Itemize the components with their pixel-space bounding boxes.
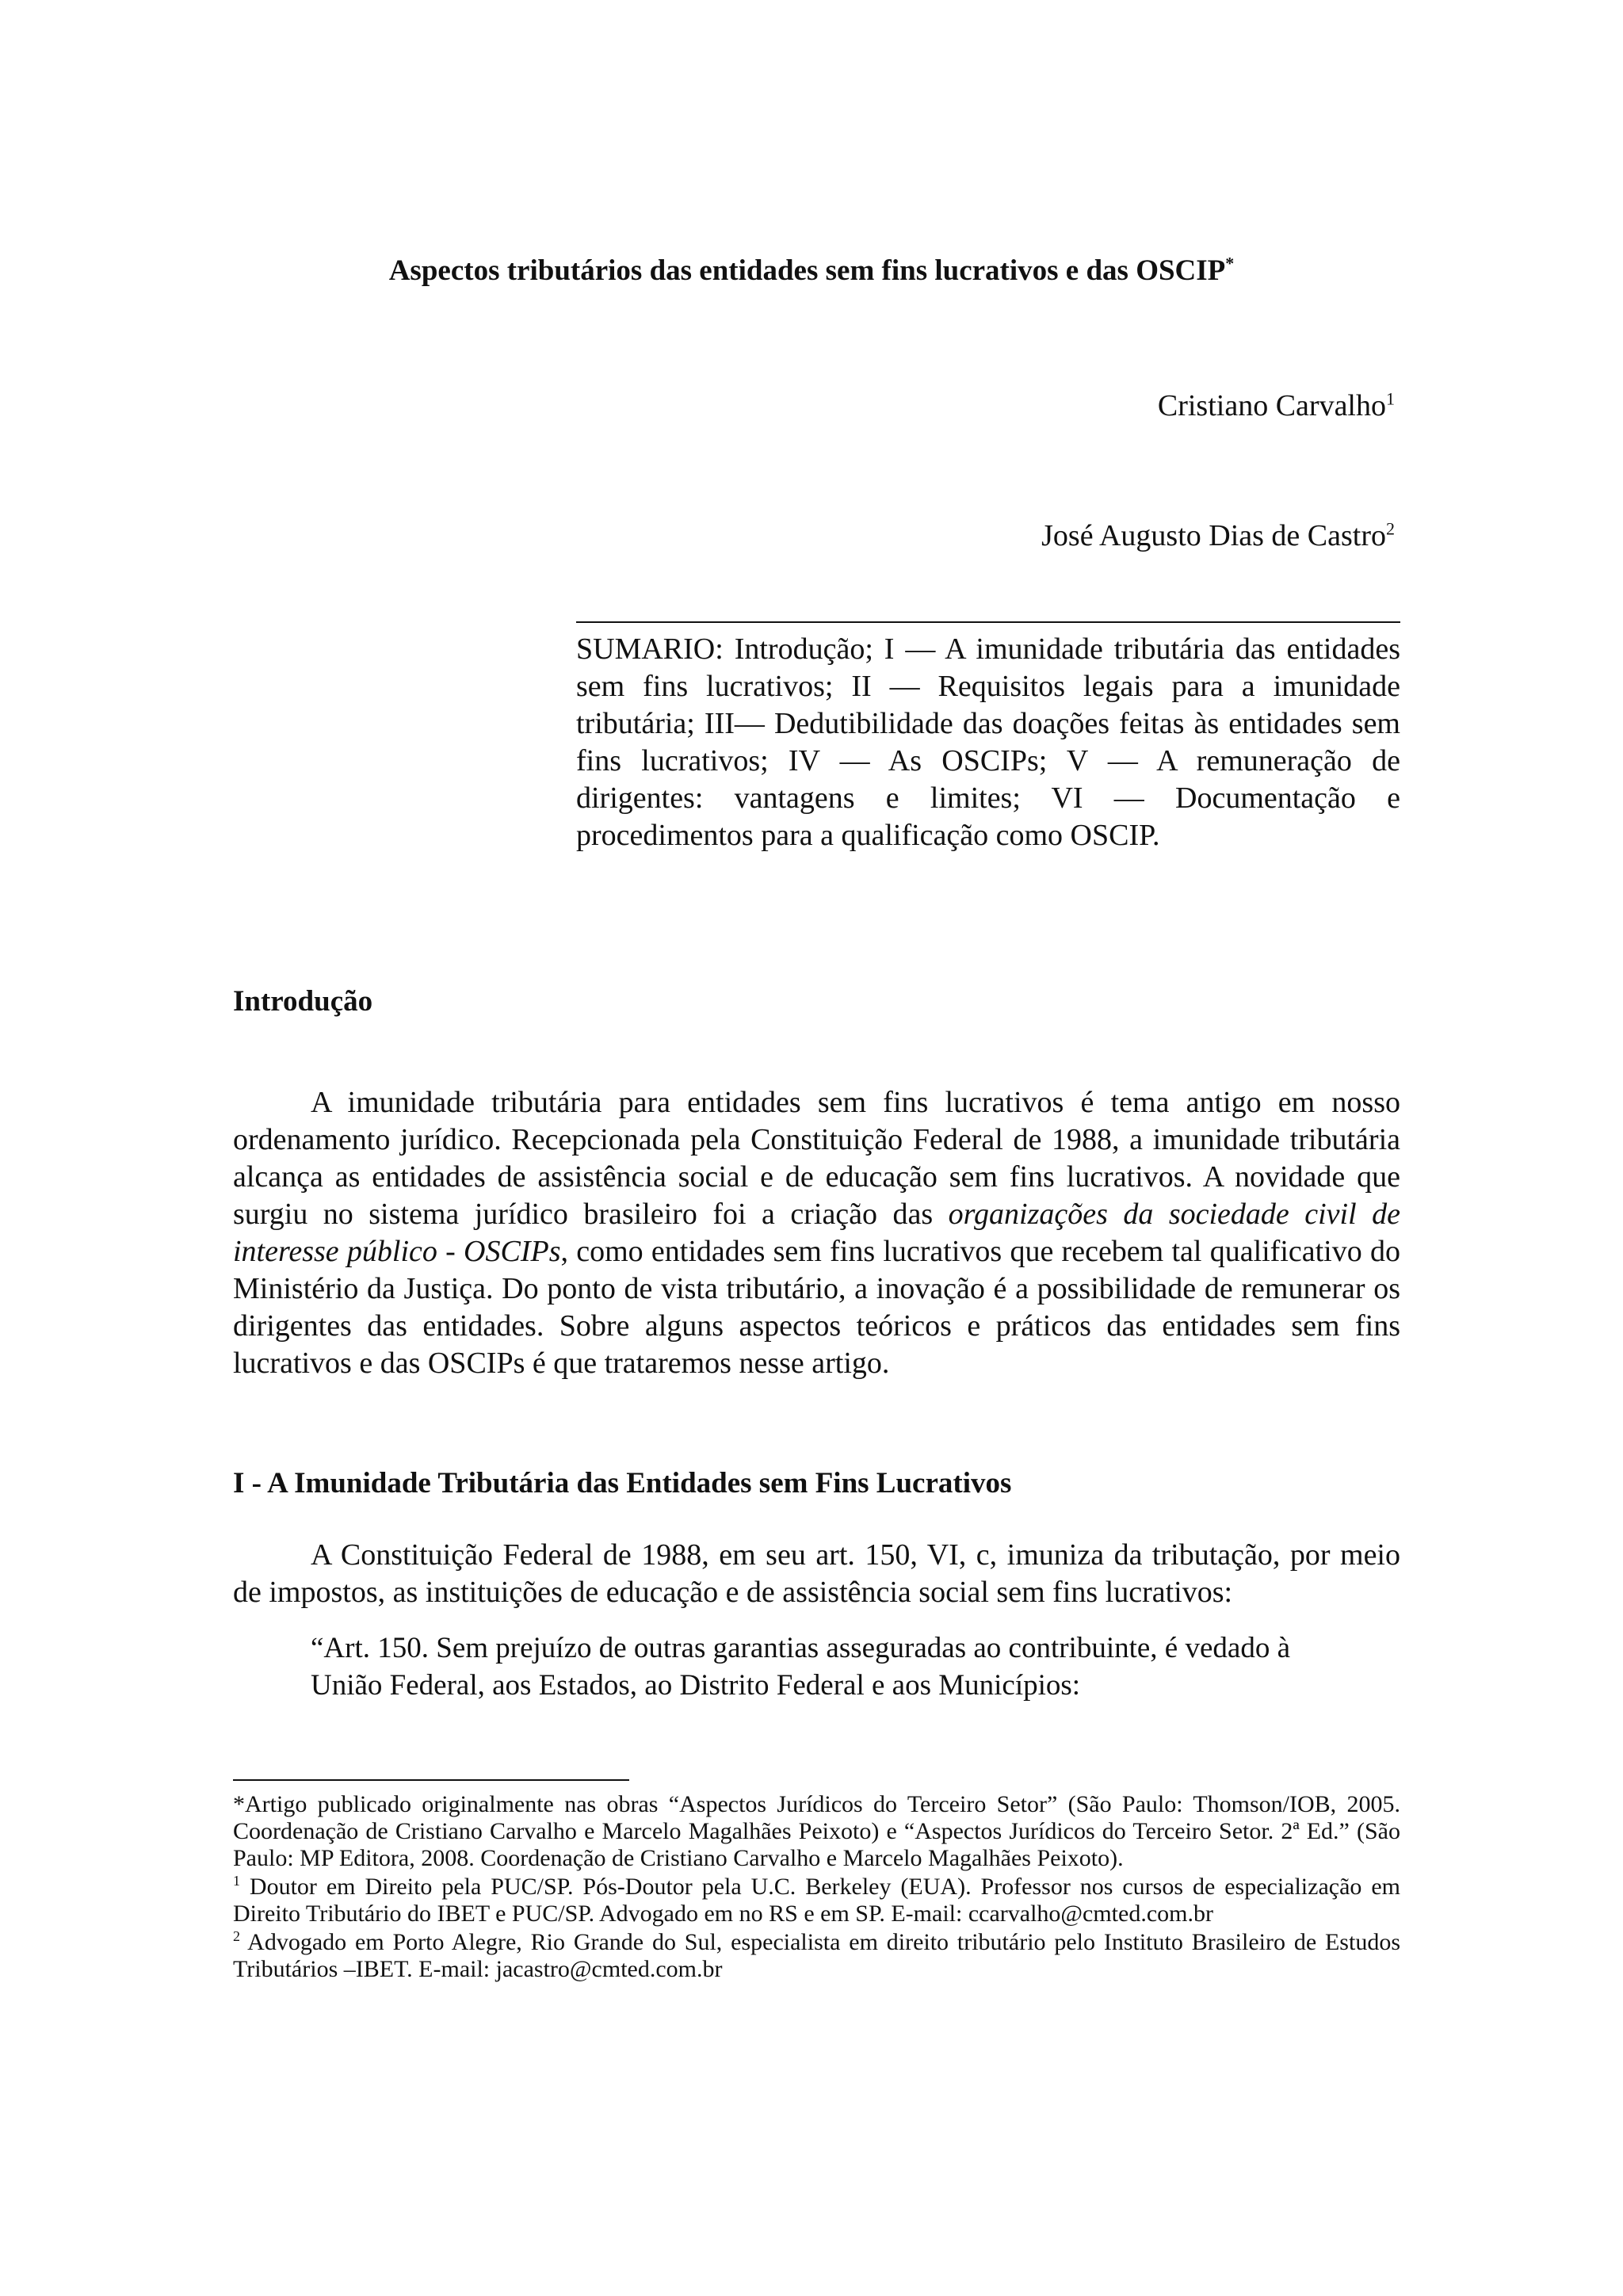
heading-section-1: I - A Imunidade Tributária das Entidades sem Fins Lucrativos <box>233 1467 1012 1499</box>
footnote-1 <box>233 1874 1400 1927</box>
footnote-2-marker: 2 <box>233 1928 240 1944</box>
title-footnote-marker: * <box>1225 253 1235 273</box>
author-1 <box>1158 387 1395 425</box>
intro-text-before-italic: A imunidade tributária para entidades sem fins lucrativos é tema antigo em nosso ordenamento jurídico. Recepcionada pela Constituição Federal de 1988, a imunidade tributária alcança as entidades de assistência social e de educação sem fins lucrativos. A novidade que surgiu no sistema jurídico brasileiro foi a criação das <box>233 1086 1400 1231</box>
section-1-text: A Constituição Federal de 1988, em seu art. 150, VI, c, imuniza da tributação, por meio de impostos, as instituições de educação e de assistência social sem fins lucrativos: <box>233 1538 1400 1609</box>
summary-box: SUMARIO: Introdução; I — A imunidade tributária das entidades sem fins lucrativos; II — Requisitos legais para a imunidade tributária; III— Dedutibilidade das doações feitas às entidades sem fins lucrativos; IV — As OSCIPs; V — A remuneração de dirigentes: vantagens e limites; VI — Documentação e procedimentos para a qualificação como OSCIP. <box>576 632 1400 852</box>
section-1-quote: “Art. 150. Sem prejuízo de outras garantias asseguradas ao contribuinte, é vedado à União Federal, aos Estados, ao Distrito Federal e aos Municípios: <box>311 1632 1290 1702</box>
summary-divider <box>576 621 1400 623</box>
footnote-star-text: *Artigo publicado originalmente nas obras “Aspectos Jurídicos do Terceiro Setor” (São Paulo: Thomson/IOB, 2005. Coordenação de Cristiano Carvalho e Marcelo Magalhães Peixoto) e “Aspectos Jurídicos do Terceiro Setor. 2ª Ed.” (São Paulo: MP Editora, 2008. Coordenação de Cristiano Carvalho e Marcelo Magalhães Peixoto). <box>233 1791 1400 1871</box>
intro-paragraph <box>233 1084 1400 1382</box>
heading-introduction: Introdução <box>233 985 373 1018</box>
footnote-1-marker: 1 <box>233 1873 240 1889</box>
author-2-name: José Augusto Dias de Castro <box>1041 519 1386 552</box>
footnote-2 <box>233 1929 1400 1983</box>
author-2 <box>1041 517 1395 555</box>
footnote-divider <box>233 1779 629 1781</box>
title-text: Aspectos tributários das entidades sem fins lucrativos e das OSCIP <box>388 254 1226 287</box>
author-1-footnote-marker: 1 <box>1386 388 1395 409</box>
footnote-1-text: Doutor em Direito pela PUC/SP. Pós-Doutor pela U.C. Berkeley (EUA). Professor nos cursos de especialização em Direito Tributário do IBET e PUC/SP. Advogado em no RS e em SP. E-mail: ccarvalho@cmted.com.br <box>233 1874 1400 1927</box>
document-title <box>0 252 1623 290</box>
author-1-name: Cristiano Carvalho <box>1157 389 1386 422</box>
footnote-2-text: Advogado em Porto Alegre, Rio Grande do Sul, especialista em direito tributário pelo Instituto Brasileiro de Estudos Tributários –IBET. E-mail: jacastro@cmted.com.br <box>233 1929 1400 1982</box>
intro-text-after-italic: , como entidades sem fins lucrativos que recebem tal qualificativo do Ministério da Justiça. Do ponto de vista tributário, a inovação é a possibilidade de remunerar os dirigentes das entidades. Sobre alguns aspectos teóricos e práticos das entidades sem fins lucrativos e das OSCIPs é que trataremos nesse artigo. <box>233 1235 1400 1380</box>
footnotes <box>233 1791 1400 1985</box>
author-2-footnote-marker: 2 <box>1386 518 1395 539</box>
section-1-paragraph <box>233 1537 1400 1611</box>
intro-italic-term: organizações da sociedade civil de interesse público - OSCIPs <box>233 1198 1400 1268</box>
footnote-star <box>233 1791 1400 1872</box>
